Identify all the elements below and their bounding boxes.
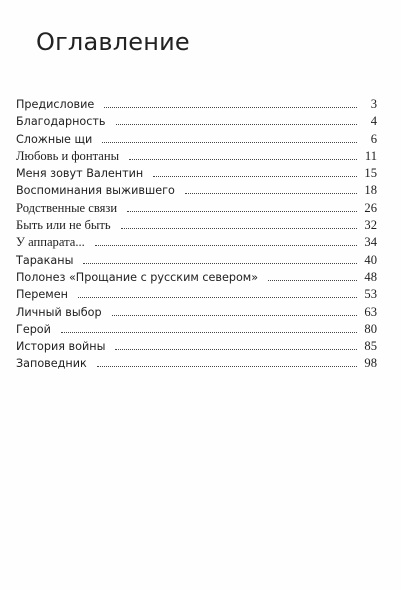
toc-entry-title: У аппарата... <box>16 235 85 250</box>
toc-entry-page: 15 <box>364 166 377 181</box>
toc-entry-page: 6 <box>370 131 377 146</box>
toc-dot-leader <box>268 280 357 281</box>
toc-dot-leader <box>127 211 357 212</box>
toc-entry-page: 11 <box>364 148 377 163</box>
toc-entry <box>16 338 377 355</box>
toc-entry-title: Личный выбор <box>16 305 102 319</box>
table-of-contents <box>16 96 377 373</box>
toc-dot-leader <box>116 124 357 125</box>
toc-dot-leader <box>104 107 357 108</box>
toc-entry-title: Герой <box>16 322 51 336</box>
toc-entry-page: 48 <box>364 269 377 284</box>
toc-entry-page: 18 <box>364 183 377 198</box>
toc-dot-leader <box>97 366 357 367</box>
toc-entry-title: Воспоминания выжившего <box>16 184 175 198</box>
toc-entry-page: 32 <box>364 218 377 233</box>
toc-entry-title: История войны <box>16 340 106 354</box>
toc-entry <box>16 304 377 321</box>
toc-entry-page: 98 <box>364 356 377 371</box>
toc-dot-leader <box>185 193 357 194</box>
toc-entry <box>16 321 377 338</box>
toc-entry <box>16 182 377 199</box>
toc-dot-leader <box>153 176 357 177</box>
toc-entry-page: 53 <box>364 287 377 302</box>
toc-entry-page: 4 <box>370 114 377 129</box>
toc-dot-leader <box>83 263 357 264</box>
toc-entry <box>16 286 377 303</box>
toc-dot-leader <box>129 159 357 160</box>
toc-dot-leader <box>78 297 357 298</box>
toc-entry <box>16 252 377 269</box>
toc-dot-leader <box>115 349 357 350</box>
toc-entry-page: 80 <box>364 321 377 336</box>
toc-entry <box>16 200 377 217</box>
toc-entry-title: Предисловие <box>16 98 95 111</box>
toc-entry <box>16 234 377 251</box>
toc-entry-page: 26 <box>364 200 377 215</box>
toc-dot-leader <box>112 315 357 316</box>
toc-dot-leader <box>102 142 357 143</box>
toc-entry <box>16 165 377 182</box>
toc-entry <box>16 217 377 234</box>
toc-dot-leader <box>95 245 357 246</box>
toc-entry <box>16 96 377 113</box>
toc-entry-page: 63 <box>364 304 377 319</box>
toc-entry-title: Полонез «Прощание с русским севером» <box>16 270 259 284</box>
toc-entry-page: 40 <box>364 252 377 267</box>
toc-entry-title: Меня зовут Валентин <box>16 167 144 181</box>
toc-entry-title: Быть или не быть <box>16 218 111 233</box>
toc-entry-page: 85 <box>364 339 377 354</box>
toc-entry <box>16 131 377 148</box>
toc-entry-title: Родственные связи <box>16 200 118 215</box>
toc-entry <box>16 269 377 286</box>
toc-entry-page: 34 <box>364 235 377 250</box>
toc-entry <box>16 148 377 165</box>
toc-entry-title: Любовь и фонтаны <box>16 148 120 163</box>
toc-entry-title: Благодарность <box>16 115 106 129</box>
toc-entry-title: Тараканы <box>16 253 74 267</box>
toc-entry-title: Сложные щи <box>16 132 93 146</box>
toc-entry-page: 3 <box>370 97 377 111</box>
toc-dot-leader <box>61 332 357 333</box>
toc-entry <box>16 355 377 372</box>
toc-dot-leader <box>121 228 357 229</box>
page-title: Оглавление <box>36 28 190 56</box>
toc-entry-title: Заповедник <box>16 357 87 371</box>
toc-entry-title: Перемен <box>16 288 68 302</box>
toc-entry <box>16 113 377 130</box>
